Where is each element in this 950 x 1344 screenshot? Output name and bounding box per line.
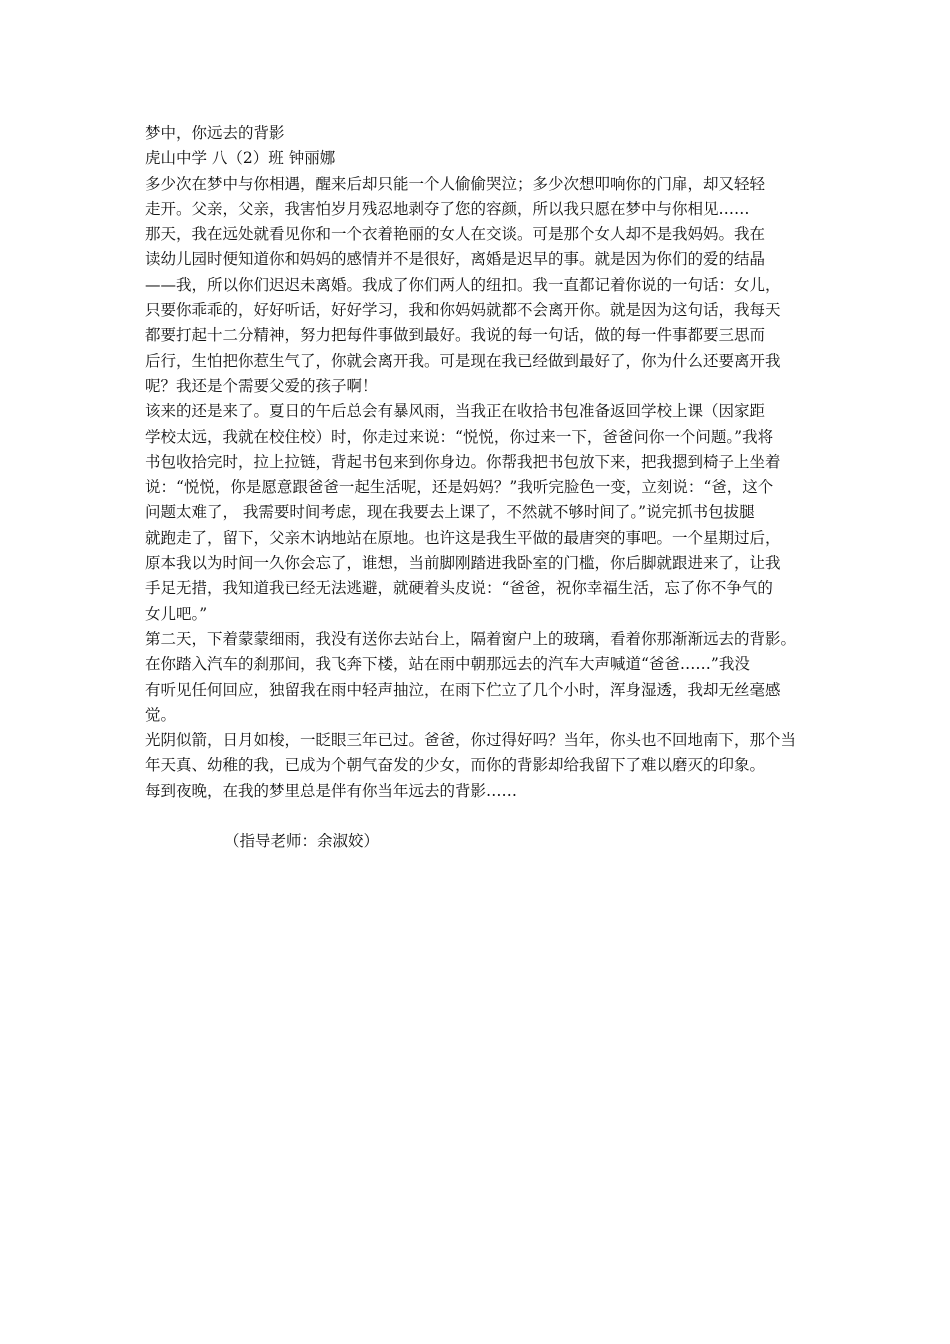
text-line: 第二天，下着蒙蒙细雨，我没有送你去站台上，隔着窗户上的玻璃，看着你那渐渐远去的背影。 (145, 629, 797, 648)
paragraph-5 (145, 728, 805, 804)
text-line: 年天真、幼稚的我，已成为个朝气奋发的少女，而你的背影却给我留下了难以磨灭的印象。 (145, 756, 766, 775)
text-line: 那天，我在远处就看见你和一个衣着艳丽的女人在交谈。可是那个女人却不是我妈妈。我在 (145, 225, 766, 244)
text-line: 书包收拾完时，拉上拉链，背起书包来到你身边。你帮我把书包放下来，把我摁到椅子上坐着 (145, 452, 781, 471)
text-line: 都要打起十二分精神，努力把每件事做到最好。我说的每一句话，做的每一件事都要三思而 (145, 326, 766, 345)
text-line: 光阴似箭，日月如梭，一眨眼三年已过。爸爸，你过得好吗？当年，你头也不回地南下，那个当 (145, 731, 797, 750)
document-title: 梦中，你远去的背影 (145, 124, 285, 142)
text-line: 手足无措，我知道我已经无法逃避，就硬着头皮说：“爸爸，祝你幸福生活，忘了你不争气的 (145, 579, 773, 598)
text-line: 后行，生怕把你惹生气了，你就会离开我。可是现在我已经做到最好了，你为什么还要离开我 (145, 351, 781, 370)
text-line: 走开。父亲，父亲，我害怕岁月残忍地剥夺了您的容颜，所以我只愿在梦中与你相见…… (145, 199, 750, 218)
text-line: 该来的还是来了。夏日的午后总会有暴风雨，当我正在收拾书包准备返回学校上课（因家距 (145, 402, 766, 421)
blank-line (145, 804, 805, 829)
paragraph-3 (145, 399, 805, 627)
text-line: 女儿吧。” (145, 604, 208, 623)
text-line: 问题太难了， 我需要时间考虑，现在我要去上课了，不然就不够时间了。”说完抓书包拔腿 (145, 503, 755, 522)
text-line: 说：“悦悦，你是愿意跟爸爸一起生活呢，还是妈妈？”我听完脸色一变，立刻说：“爸，这个 (145, 478, 774, 497)
text-line: ——我，所以你们迟迟未离婚。我成了你们两人的纽扣。我一直都记着你说的一句话：女儿， (145, 275, 781, 294)
text-line: 每到夜晚，在我的梦里总是伴有你当年远去的背影…… (145, 781, 518, 800)
document-body (145, 121, 805, 855)
paragraph-4 (145, 627, 805, 728)
text-line: 学校太远，我就在校住校）时，你走过来说：“悦悦，你过来一下，爸爸问你一个问题。”我将 (145, 427, 774, 446)
text-line: 在你踏入汽车的刹那间，我飞奔下楼，站在雨中朝那远去的汽车大声喊道“爸爸……”我没 (145, 655, 750, 674)
text-line: 原本我以为时间一久你会忘了，谁想，当前脚刚踏进我卧室的门槛，你后脚就跟进来了，让我 (145, 554, 781, 573)
text-line: 就跑走了，留下，父亲木讷地站在原地。也许这是我生平做的最唐突的事吧。一个星期过后， (145, 528, 781, 547)
text-line: 觉。 (145, 705, 177, 724)
text-line: 有听见任何回应，独留我在雨中轻声抽泣，在雨下伫立了几个小时，浑身湿透，我却无丝毫感 (145, 680, 781, 699)
advisor-note: （指导老师：余淑姣） (224, 832, 380, 851)
paragraph-2 (145, 222, 805, 399)
paragraph-1 (145, 172, 805, 223)
text-line: 呢？我还是个需要父爱的孩子啊！ (145, 376, 378, 395)
text-line: 只要你乖乖的，好好听话，好好学习，我和你妈妈就都不会离开你。就是因为这句话，我每天 (145, 301, 781, 320)
text-line: 读幼儿园时便知道你和妈妈的感情并不是很好，离婚是迟早的事。就是因为你们的爱的结晶 (145, 250, 766, 269)
text-line: 多少次在梦中与你相遇，醒来后却只能一个人偷偷哭泣；多少次想叩响你的门扉，却又轻轻 (145, 174, 766, 193)
author-byline: 虎山中学 八（2）班 钟丽娜 (145, 149, 336, 168)
